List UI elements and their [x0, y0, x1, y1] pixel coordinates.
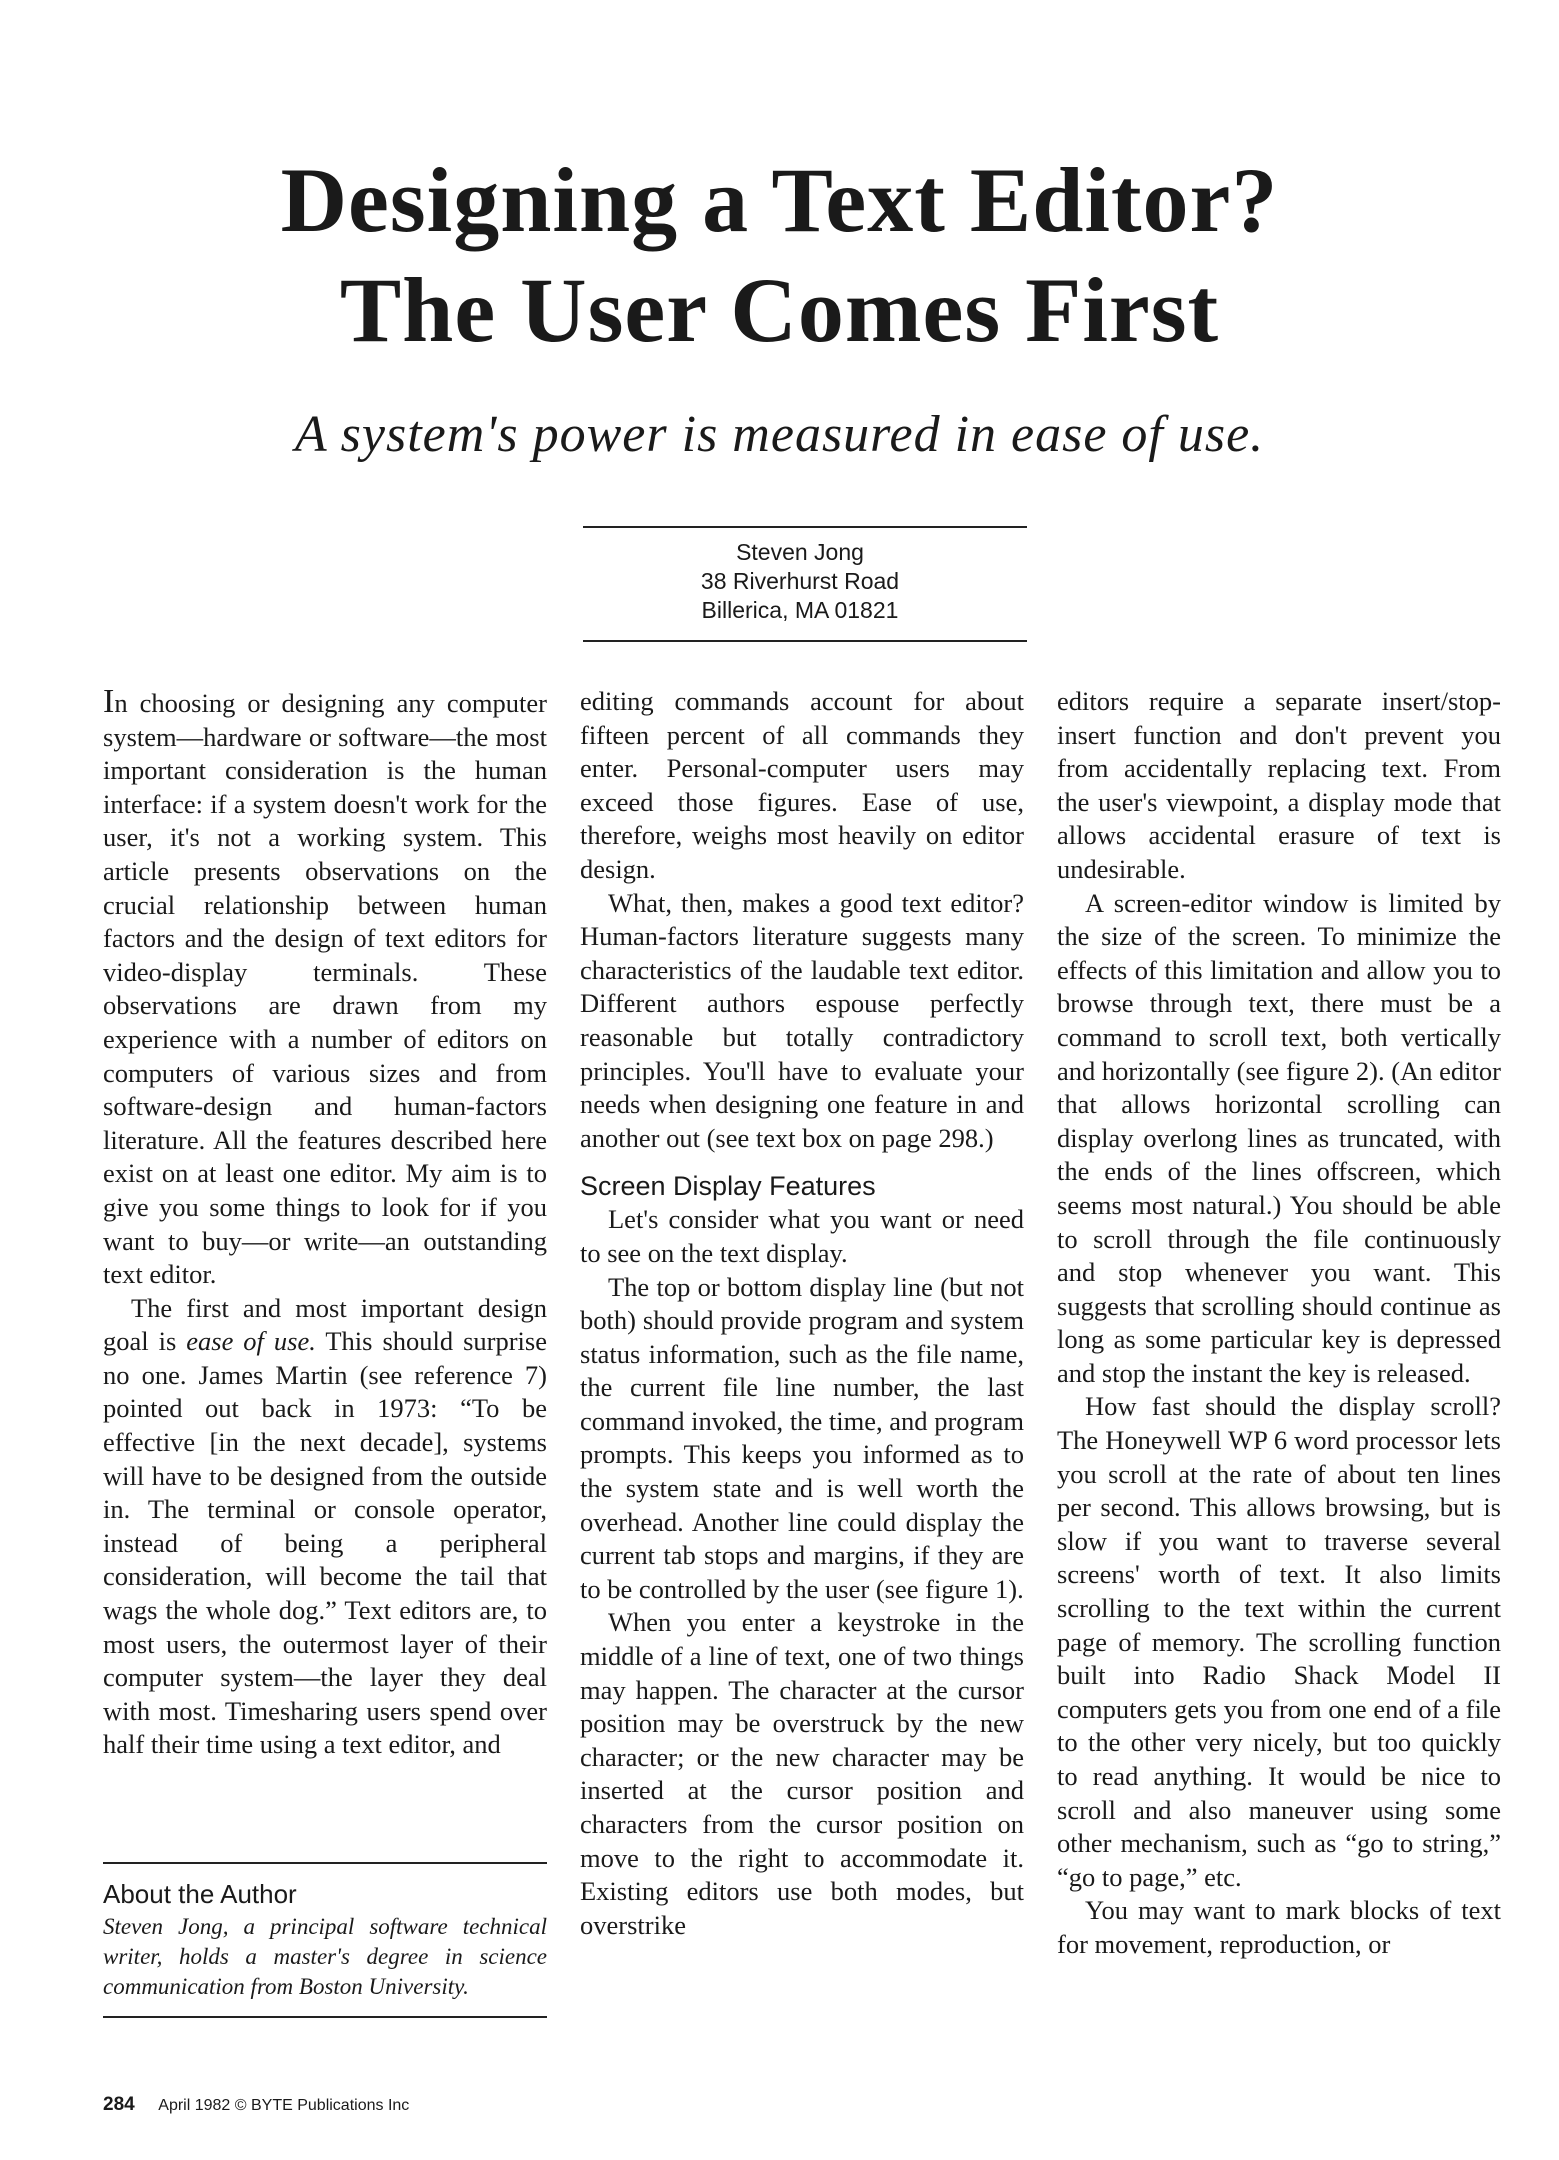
paragraph: A screen-editor window is limited by the size of the screen. To minimize the effects of this limitation and allow you to browse through text, there must be a command to scroll text, both vertically and horizontally (see figure 2). (An editor that allows horizontal scrolling can display overlong lines as truncated, with the ends of the lines offscreen, which seems most natural.) You should be able to scroll through the file continuously and stop whenever you want. This suggests that scrolling should continue as long as some particular key is depressed and stop the instant the key is released.: [1057, 887, 1501, 1388]
paragraph-text: This should surprise no one. James Martin (see reference 7) pointed out back in 1973: “To be effective [in the next decade], systems will have to be designed from the outside in. The terminal or console operator, instead of being a peripheral consideration, will become the tail that wags the whole dog.” Text editors are, to most users, the outermost layer of their computer system—the layer they deal with most. Timesharing users spend over half their time using a text editor, and: [103, 1326, 547, 1760]
about-heading: About the Author: [103, 1879, 297, 1909]
author-street: 38 Riverhurst Road: [700, 568, 900, 594]
column-1: [103, 685, 547, 1762]
paragraph-text: The first and most important design goal is: [103, 1292, 547, 1357]
publication-line: April 1982 © BYTE Publications Inc: [158, 2097, 410, 2114]
paragraph: You may want to mark blocks of text for movement, reproduction, or: [1057, 1895, 1501, 1959]
emphasis: ease of use.: [186, 1326, 316, 1357]
paragraph: editing commands account for about fifteen percent of all commands they enter. Personal-computer users may exceed those figures. Ease of use, therefore, weighs most heavily on editor design.: [580, 686, 1024, 884]
paragraph: When you enter a keystroke in the middle of a line of text, one of two things may happen. The character at the cursor position may be overstruck by the new character; or the new character may be inserted at the cursor position and characters from the cursor position on move to the right to accommodate it. Existing editors use both modes, but overstrike: [580, 1607, 1024, 1940]
subtitle: A system's power is measured in ease of use.: [294, 406, 1265, 463]
paragraph: How fast should the display scroll? The Honeywell WP 6 word processor lets you scroll at the rate of about ten lines per second. This allows browsing, but is slow if you want to traverse several screens' worth of text. It also limits scrolling to the text within the current page of memory. The scrolling function built into Radio Shack Model II computers gets you from one end of a file to the other very nicely, but too quickly to read anything. It would be nice to scroll and also maneuver using some other mechanism, such as “go to string,” “go to page,” etc.: [1057, 1391, 1501, 1892]
paragraph: What, then, makes a good text editor? Human-factors literature suggests many characteristics of the laudable text editor. Different authors espouse perfectly reasonable but totally contradictory principles. You'll have to evaluate your needs when designing one feature in and another out (see text box on page 298.): [580, 887, 1024, 1153]
column-3: [1057, 685, 1501, 1962]
author-name: Steven Jong: [736, 539, 864, 565]
paragraph: [103, 685, 547, 1292]
page-footer: [103, 2095, 409, 2116]
paragraph: Let's consider what you want or need to see on the text display.: [580, 1204, 1024, 1268]
paragraph: [103, 1292, 547, 1762]
paragraph-text: n choosing or designing any computer system—hardware or software—the most important consideration is the human interface: if a system doesn't work for the user, it's not a working system. This article presents observations on the crucial relationship between human factors and the design of text editors for video-display terminals. These observations are drawn from my experience with a number of editors on computers of various sizes and from software-design and human-factors literature. All the features described here exist on at least one editor. My aim is to give you some things to look for if you want to buy—or write—an outstanding text editor.: [103, 688, 547, 1290]
title-line-1: Designing a Text Editor?: [280, 149, 1279, 251]
section-heading: Screen Display Features: [580, 1171, 876, 1202]
paragraph: editors require a separate insert/stop-insert function and don't prevent you from accidentally replacing text. From the user's viewpoint, a display mode that allows accidental erasure of text is undesirable.: [1057, 686, 1501, 884]
about-the-author-box: [103, 1862, 547, 2018]
page-number: 284: [103, 2094, 135, 2115]
about-text: Steven Jong, a principal software technical writer, holds a master's degree in science communication from Boston University.: [103, 1914, 547, 1999]
column-2: [580, 685, 1024, 1942]
title-line-2: The User Comes First: [339, 259, 1220, 361]
author-city: Billerica, MA 01821: [701, 597, 899, 623]
byline: [580, 538, 1020, 625]
paragraph: The top or bottom display line (but not both) should provide program and system status information, such as the file name, the current file line number, the last command invoked, the time, and program prompts. This keeps you informed as to the system state and is well worth the overhead. Another line could display the current tab stops and margins, if they are to be controlled by the user (see figure 1).: [580, 1271, 1024, 1604]
byline-bottom-rule: [583, 640, 1027, 642]
byline-top-rule: [583, 526, 1027, 528]
drop-initial: I: [103, 683, 115, 720]
